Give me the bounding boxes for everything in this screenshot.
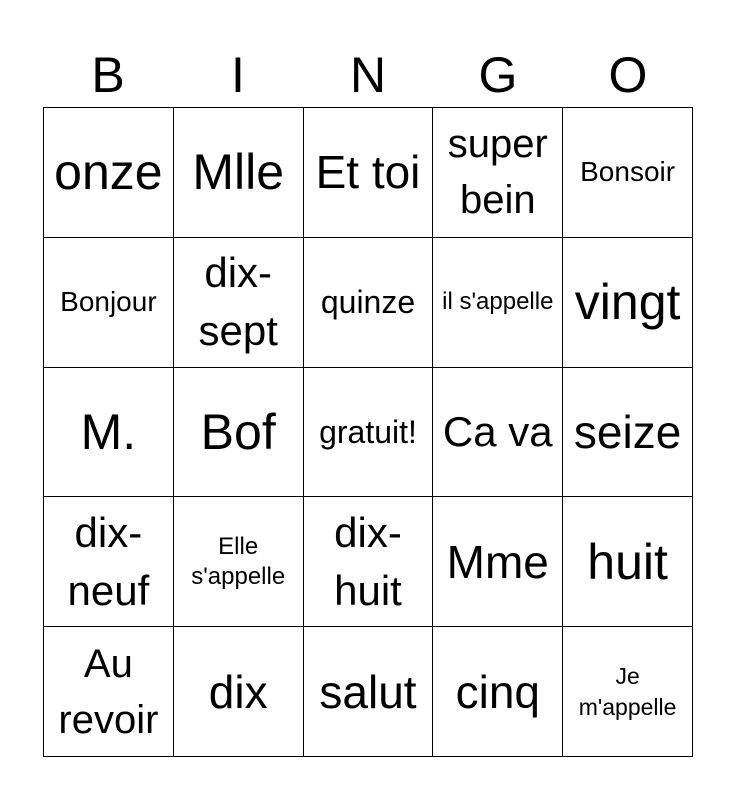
cell-text: Je m'appelle xyxy=(578,662,677,720)
bingo-cell[interactable] xyxy=(174,108,304,238)
bingo-cell[interactable] xyxy=(304,368,434,498)
cell-text: huit xyxy=(587,533,668,590)
cell-text: Bof xyxy=(200,403,276,460)
bingo-cell[interactable] xyxy=(304,238,434,368)
header-letter-g: G xyxy=(478,47,518,103)
cell-text: onze xyxy=(54,144,163,201)
cell-text: quinze xyxy=(320,284,416,321)
bingo-cell[interactable] xyxy=(433,238,563,368)
bingo-cell[interactable] xyxy=(304,627,434,757)
cell-text: Et toi xyxy=(315,146,421,199)
bingo-cell[interactable] xyxy=(563,238,693,368)
cell-text: Au revoir xyxy=(58,641,159,742)
bingo-cell[interactable] xyxy=(174,368,304,498)
bingo-cell[interactable] xyxy=(44,108,174,238)
bingo-cell[interactable] xyxy=(304,497,434,627)
cell-text: dix-huit xyxy=(334,508,402,614)
bingo-cell[interactable] xyxy=(563,108,693,238)
cell-text: Mme xyxy=(446,535,549,588)
bingo-cell[interactable] xyxy=(44,238,174,368)
bingo-cell[interactable] xyxy=(174,497,304,627)
header-letter-b: B xyxy=(91,47,125,103)
bingo-cell[interactable] xyxy=(433,108,563,238)
cell-text: dix-neuf xyxy=(67,508,150,614)
bingo-cell[interactable] xyxy=(304,108,434,238)
bingo-cell[interactable] xyxy=(433,627,563,757)
cell-text: vingt xyxy=(574,274,681,331)
bingo-cell[interactable] xyxy=(44,368,174,498)
bingo-cell[interactable] xyxy=(174,627,304,757)
cell-text: seize xyxy=(573,405,682,458)
bingo-cell[interactable] xyxy=(44,497,174,627)
bingo-cell[interactable] xyxy=(563,368,693,498)
bingo-cell[interactable] xyxy=(563,627,693,757)
cell-text: il s'appelle xyxy=(442,288,554,316)
header-letter-i: I xyxy=(231,47,245,103)
cell-text: dix-sept xyxy=(198,249,278,355)
cell-text: gratuit! xyxy=(319,413,417,450)
bingo-cell[interactable] xyxy=(563,497,693,627)
cell-text: super bein xyxy=(447,122,548,223)
header-letter-n: N xyxy=(349,47,387,103)
cell-text: salut xyxy=(319,665,417,718)
cell-text: Mlle xyxy=(192,144,285,201)
bingo-cell[interactable] xyxy=(44,627,174,757)
header-letter-o: O xyxy=(608,47,648,103)
cell-text: cinq xyxy=(455,665,540,718)
bingo-cell[interactable] xyxy=(433,368,563,498)
bingo-cell[interactable] xyxy=(433,497,563,627)
cell-text: M. xyxy=(80,403,137,460)
cell-text: Bonjour xyxy=(60,286,157,318)
cell-text: Elle s'appelle xyxy=(191,532,286,590)
cell-text: Ca va xyxy=(442,407,553,455)
cell-text: dix xyxy=(208,665,268,718)
bingo-cell[interactable] xyxy=(174,238,304,368)
bingo-board xyxy=(43,107,693,757)
cell-text: Bonsoir xyxy=(580,156,676,188)
bingo-header xyxy=(43,44,693,106)
